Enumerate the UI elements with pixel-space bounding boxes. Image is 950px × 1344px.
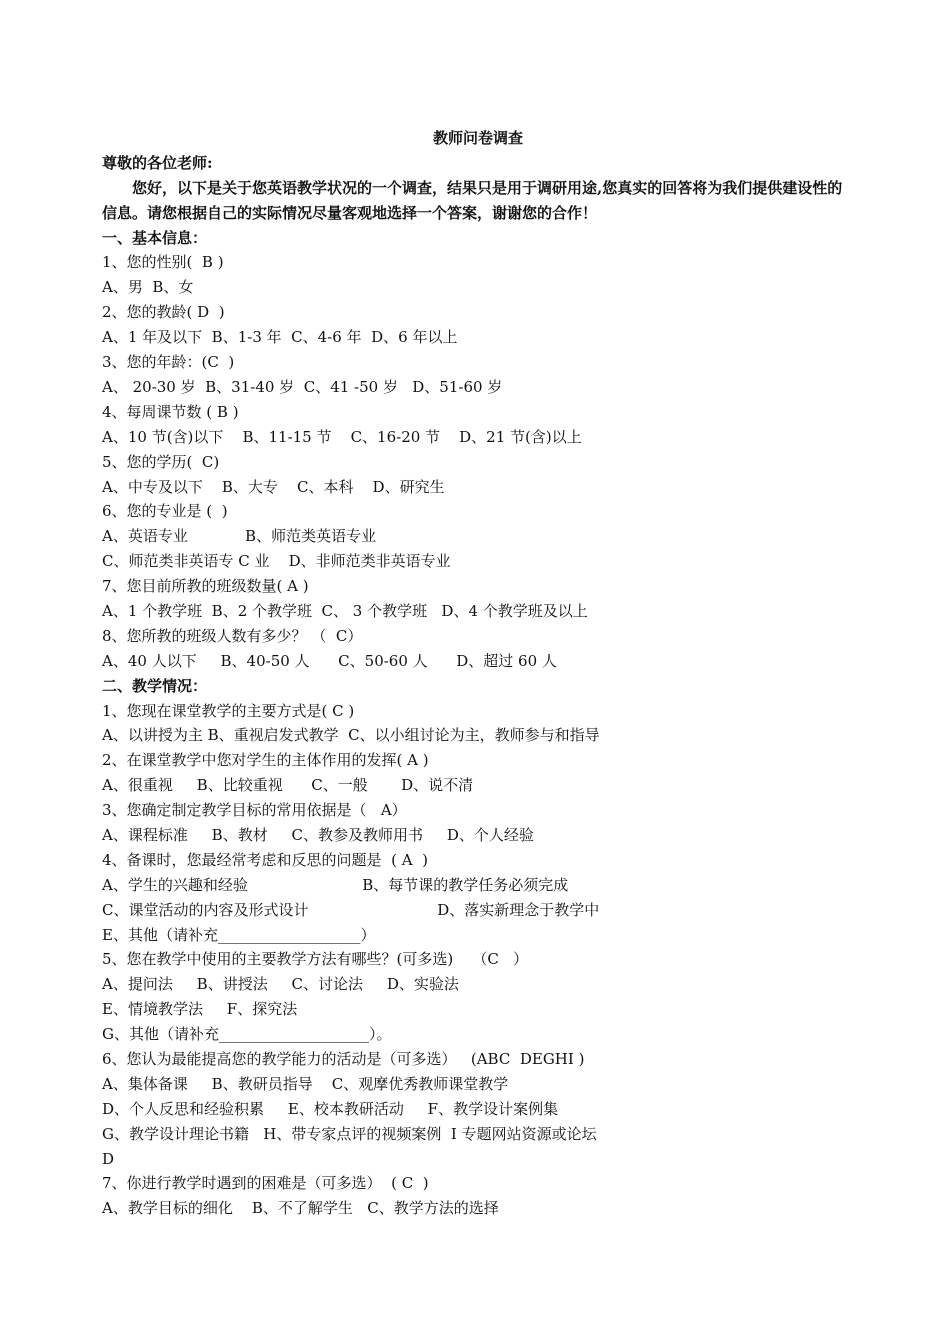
answer-options-line: A、英语专业 B、师范类英语专业 xyxy=(102,527,377,546)
question-line: 1、您现在课堂教学的主要方式是( C ) xyxy=(102,701,355,720)
question-line: 1、您的性别( B ) xyxy=(102,253,224,272)
section-heading-basic-info: 一、基本信息： xyxy=(102,228,208,247)
answer-options-line: A、课程标准 B、教材 C、教参及教师用书 D、个人经验 xyxy=(102,825,534,844)
answer-options-line: A、集体备课 B、教研员指导 C、观摩优秀教师课堂教学 xyxy=(102,1074,509,1093)
question-line: 7、你进行教学时遇到的困难是（可多选） ( C ) xyxy=(102,1174,429,1193)
intro-paragraph: 您好，以下是关于您英语教学状况的一个调查，结果只是用于调研用途,您真实的回答将为我们提供建设性的信息。请您根据自己的实际情况尽量客观地选择一个答案，谢谢您的合作！ xyxy=(102,178,843,222)
question-line: 5、您的学历( C) xyxy=(102,452,220,471)
answer-options-line: A、1 年及以下 B、1-3 年 C、4-6 年 D、6 年以上 xyxy=(102,328,458,347)
answer-options-line: A、 20-30 岁 B、31-40 岁 C、41 -50 岁 D、51-60 岁 xyxy=(102,377,503,396)
question-line: 6、您认为最能提高您的教学能力的活动是（可多选） (ABC DEGHI ) xyxy=(102,1049,585,1068)
answer-options-line: D xyxy=(102,1149,115,1168)
answer-options-line: A、男 B、女 xyxy=(102,278,194,297)
answer-options-line: C、课堂活动的内容及形式设计 D、落实新理念于教学中 xyxy=(102,900,600,919)
question-line: 2、您的教龄( D ) xyxy=(102,303,225,322)
answer-options-line: G、教学设计理论书籍 H、带专家点评的视频案例 I 专题网站资源或论坛 xyxy=(102,1124,597,1143)
answer-options-line: A、很重视 B、比较重视 C、一般 D、说不清 xyxy=(102,776,474,795)
answer-options-line: A、1 个教学班 B、2 个教学班 C、 3 个教学班 D、4 个教学班及以上 xyxy=(102,601,588,620)
question-line: 3、您的年龄：(C ) xyxy=(102,353,235,372)
section-heading-teaching: 二、教学情况： xyxy=(102,676,208,695)
answer-options-line: A、教学目标的细化 B、不了解学生 C、教学方法的选择 xyxy=(102,1199,499,1218)
question-line: 4、备课时，您最经常考虑和反思的问题是 ( A ) xyxy=(102,850,428,869)
answer-options-line: A、10 节(含)以下 B、11-15 节 C、16-20 节 D、21 节(含)以上 xyxy=(102,427,582,446)
question-line: 6、您的专业是 ( ) xyxy=(102,502,228,521)
question-line: 8、您所教的班级人数有多少？ （ C） xyxy=(102,626,363,645)
answer-options-line: E、其他（请补充___________________） xyxy=(102,925,376,944)
answer-options-line: A、中专及以下 B、大专 C、本科 D、研究生 xyxy=(102,477,445,496)
answer-options-line: E、情境教学法 F、探究法 xyxy=(102,1000,298,1019)
question-line: 2、在课堂教学中您对学生的主体作用的发挥( A ) xyxy=(102,751,429,770)
document-body xyxy=(102,126,854,1221)
question-line: 7、您目前所教的班级数量( A ) xyxy=(102,577,309,596)
answer-options-line: D、个人反思和经验积累 E、校本教研活动 F、教学设计案例集 xyxy=(102,1099,559,1118)
question-line: 5、您在教学中使用的主要教学方法有哪些？(可多选) （C ） xyxy=(102,950,529,969)
question-line: 4、每周课节数 ( B ) xyxy=(102,402,239,421)
answer-options-line: A、学生的兴趣和经验 B、每节课的教学任务必须完成 xyxy=(102,875,569,894)
answer-options-line: G、其他（请补充____________________）。 xyxy=(102,1025,392,1044)
answer-options-line: A、以讲授为主 B、重视启发式教学 C、以小组讨论为主，教师参与和指导 xyxy=(102,726,600,745)
question-line: 3、您确定制定教学目标的常用依据是（ A） xyxy=(102,801,407,820)
answer-options-line: A、40 人以下 B、40-50 人 C、50-60 人 D、超过 60 人 xyxy=(102,651,557,670)
greeting: 尊敬的各位老师: xyxy=(102,153,213,172)
answer-options-line: A、提问法 B、讲授法 C、讨论法 D、实验法 xyxy=(102,975,459,994)
document-title: 教师问卷调查 xyxy=(432,129,523,147)
answer-options-line: C、师范类非英语专 C 业 D、非师范类非英语专业 xyxy=(102,552,451,571)
